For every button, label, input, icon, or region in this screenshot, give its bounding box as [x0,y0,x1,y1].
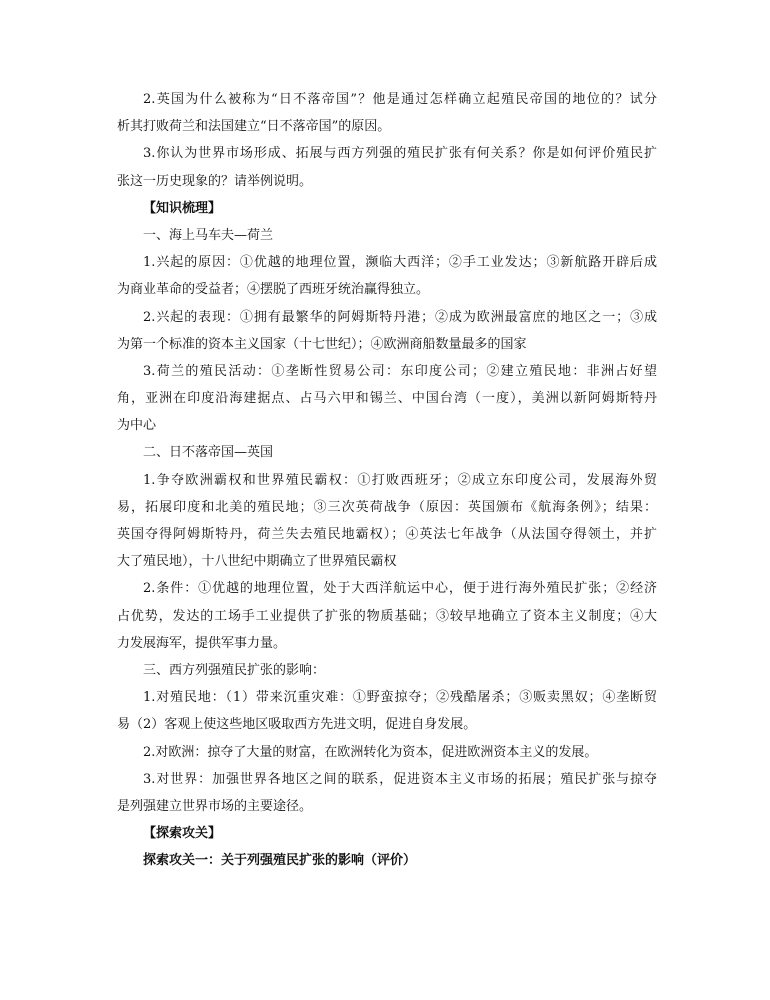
nl-colonial-line-1: 3.荷兰的殖民活动：①垄断性贸易公司：东印度公司；②建立殖民地：非洲占好望 [143,363,657,379]
document-page [117,86,657,874]
nl-rise-causes-line-1: 1.兴起的原因：①优越的地理位置，濒临大西洋；②手工业发达；③新航路开辟后成 [143,255,657,271]
nl-rise-causes-line-2: 为商业革命的受益者；④摆脱了西班牙统治赢得独立。 [117,282,430,298]
section-heading-explore: 【探索攻关】 [143,826,222,842]
heading-impact: 三、西方列强殖民扩张的影响： [143,662,326,678]
uk-hegemony-line-1: 1.争夺欧洲霸权和世界殖民霸权：①打败西班牙；②成立东印度公司，发展海外贸 [143,472,657,488]
heading-britain: 二、日不落帝国—英国 [143,445,274,461]
impact-colonies-line-1: 1.对殖民地：（1）带来沉重灾难：①野蛮掠夺；②残酷屠杀；③贩卖黑奴；④垄断贸 [143,690,657,706]
question-3-line-1: 3.你认为世界市场形成、拓展与西方列强的殖民扩张有何关系？你是如何评价殖民扩 [143,146,657,162]
nl-rise-signs-line-2: 为第一个标准的资本主义国家（十七世纪）；④欧洲商船数量最多的国家 [117,336,527,352]
nl-colonial-line-2: 角，亚洲在印度沿海建据点、占马六甲和锡兰、中国台湾（一度），美洲以新阿姆斯特丹 [117,391,657,407]
impact-europe-line: 2.对欧洲：掠夺了大量的财富，在欧洲转化为资本，促进欧洲资本主义的发展。 [143,744,598,760]
nl-rise-signs-line-1: 2.兴起的表现：①拥有最繁华的阿姆斯特丹港；②成为欧洲最富庶的地区之一；③成 [143,309,657,325]
uk-conditions-line-3: 力发展海军，提供军事力量。 [117,635,287,651]
explore-topic-1: 探索攻关一：关于列强殖民扩张的影响（评价） [143,853,417,869]
nl-colonial-line-3: 为中心 [117,418,157,434]
uk-hegemony-line-4: 大了殖民地），十八世纪中期确立了世界殖民霸权 [117,554,397,570]
section-heading-knowledge: 【知识梳理】 [143,200,222,216]
uk-conditions-line-2: 占优势，发达的工场手工业提供了扩张的物质基础；③较早地确立了资本主义制度；④大 [117,608,657,624]
question-2-line-1: 2.英国为什么被称为“日不落帝国”？他是通过怎样确立起殖民帝国的地位的？试分 [143,92,657,107]
question-2-line-2: 析其打败荷兰和法国建立“日不落帝国”的原因。 [117,119,391,135]
question-3-line-2: 张这一历史现象的？请举例说明。 [117,173,313,189]
uk-conditions-line-1: 2.条件：①优越的地理位置，处于大西洋航运中心，便于进行海外殖民扩张；②经济 [143,581,657,597]
heading-netherlands: 一、海上马车夫—荷兰 [143,227,274,243]
uk-hegemony-line-3: 英国夺得阿姆斯特丹，荷兰失去殖民地霸权）；④英法七年战争（从法国夺得领土，并扩 [117,527,657,542]
uk-hegemony-line-2: 易，拓展印度和北美的殖民地；③三次英荷战争（原因：英国颁布《航海条例》；结果： [117,499,657,515]
impact-world-line-2: 是列强建立世界市场的主要途径。 [117,798,313,814]
impact-world-line-1: 3.对世界：加强世界各地区之间的联系，促进资本主义市场的拓展；殖民扩张与掠夺 [143,771,657,787]
impact-colonies-line-2: 易（2）客观上使这些地区吸取西方先进文明，促进自身发展。 [117,717,477,733]
